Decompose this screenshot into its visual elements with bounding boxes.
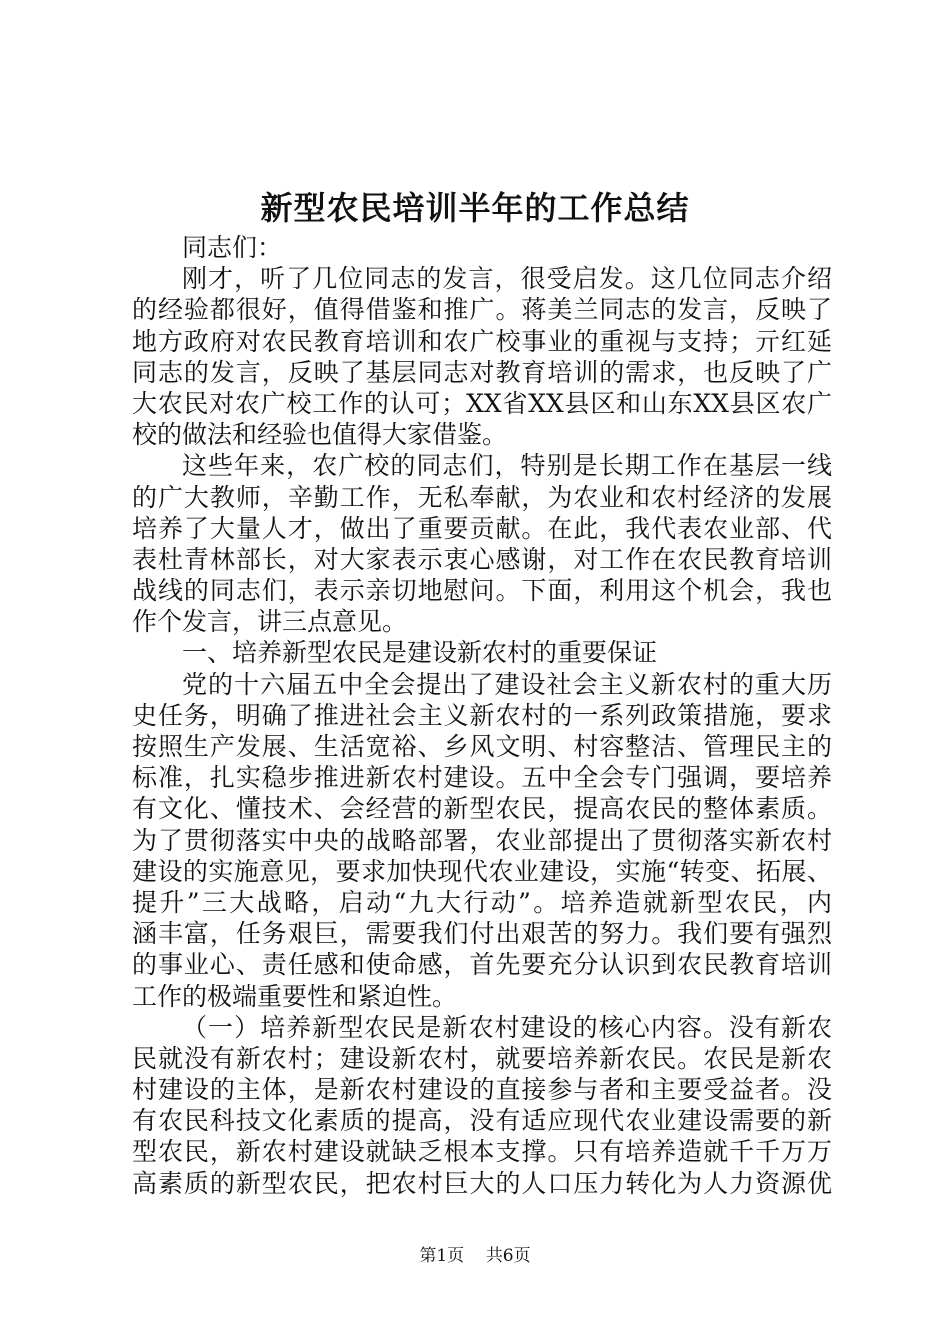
paragraph-line: 刚才，听了几位同志的发言，很受启发。这几位同志介绍 [182,264,832,294]
paragraph-line: 有文化、懂技术、会经营的新型农民，提高农民的整体素质。 [132,794,832,824]
page-separator [470,1246,481,1266]
paragraph-line: 的经验都很好，值得借鉴和推广。蒋美兰同志的发言，反映了 [132,295,832,325]
subsection-line: （一）培养新型农民是新农村建设的核心内容。没有新农 [182,1012,832,1042]
paragraph-line: 民就没有新农村；建设新农村，就要培养新农民。农民是新农 [132,1043,832,1073]
paragraph-line: 涵丰富，任务艰巨，需要我们付出艰苦的努力。我们要有强烈 [132,919,832,949]
page-footer [0,1244,950,1268]
paragraph-line: 村建设的主体，是新农村建设的直接参与者和主要受益者。没 [132,1075,832,1105]
document-body [132,232,832,1199]
paragraph-line: 党的十六届五中全会提出了建设社会主义新农村的重大历 [182,669,832,699]
paragraph-line: 校的做法和经验也值得大家借鉴。 [132,420,508,450]
paragraph-line: 有农民科技文化素质的提高，没有适应现代农业建设需要的新 [132,1106,832,1136]
paragraph-line: 培养了大量人才，做出了重要贡献。在此，我代表农业部、代 [132,513,832,543]
paragraph-line: 标准，扎实稳步推进新农村建设。五中全会专门强调，要培养 [132,763,832,793]
paragraph-line: 地方政府对农民教育培训和农广校事业的重视与支持；亓红延 [132,326,832,356]
paragraph-line: 按照生产发展、生活宽裕、乡风文明、村容整洁、管理民主的 [132,732,832,761]
document-title: 新型农民培训半年的工作总结 [260,189,690,227]
paragraph-line: 为了贯彻落实中央的战略部署，农业部提出了贯彻落实新农村 [132,825,832,855]
page-total: 共6页 [485,1246,531,1266]
paragraph-line: 高素质的新型农民，把农村巨大的人口压力转化为人力资源优 [132,1168,832,1198]
paragraph-line: 的广大教师，辛勤工作，无私奉献，为农业和农村经济的发展 [132,482,832,512]
paragraph-line: 型农民，新农村建设就缺乏根本支撑。只有培养造就千千万万 [132,1137,832,1167]
paragraph-line: 大农民对农广校工作的认可；XX省XX县区和山东XX县区农广 [132,388,832,418]
paragraph-line: 表杜青林部长，对大家表示衷心感谢，对工作在农民教育培训 [132,544,832,574]
paragraph-line: 建设的实施意见，要求加快现代农业建设，实施“转变、拓展、 [132,856,832,886]
paragraph-line: 提升”三大战略，启动“九大行动”。培养造就新型农民，内 [132,887,832,917]
page-number: 第1页 [419,1246,465,1266]
paragraph-line: 战线的同志们，表示亲切地慰问。下面，利用这个机会，我也 [132,576,832,606]
paragraph-line: 同志的发言，反映了基层同志对教育培训的需求，也反映了广 [132,357,832,387]
salutation-line: 同志们： [182,233,283,262]
paragraph-line: 的事业心、责任感和使命感，首先要充分认识到农民教育培训 [132,950,832,980]
paragraph-line: 作个发言，讲三点意见。 [132,607,408,637]
paragraph-line: 史任务，明确了推进社会主义新农村的一系列政策措施，要求 [132,700,832,730]
section-heading: 一、培养新型农民是建设新农村的重要保证 [182,638,658,668]
paragraph-line: 这些年来，农广校的同志们，特别是长期工作在基层一线 [182,451,832,481]
paragraph-line: 工作的极端重要性和紧迫性。 [132,981,458,1011]
